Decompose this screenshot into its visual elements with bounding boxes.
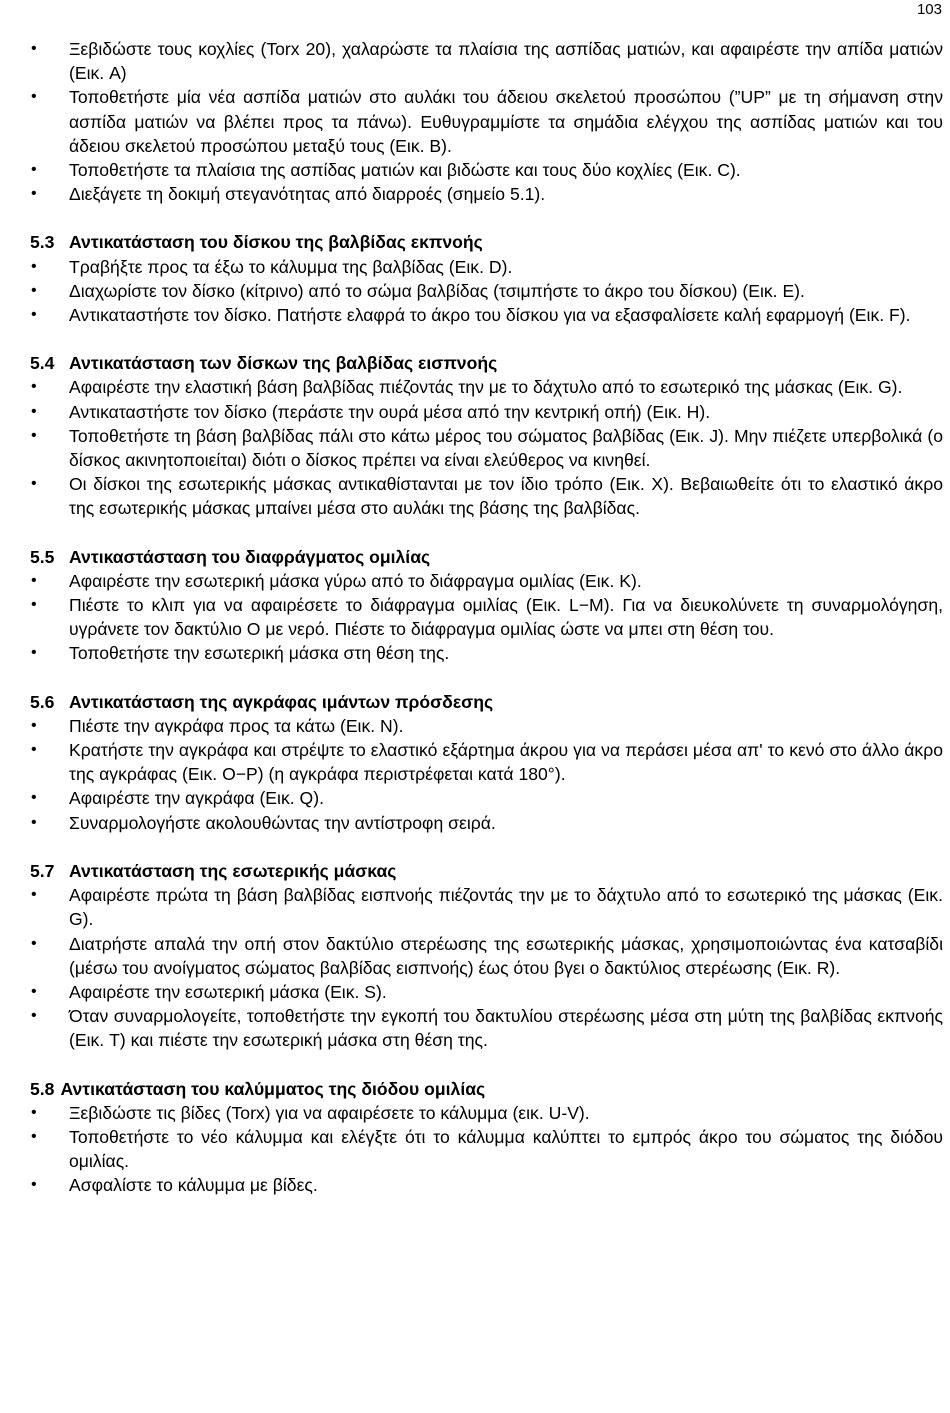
list-item: • Οι δίσκοι της εσωτερικής μάσκας αντικαθίστανται με τον ίδιο τρόπο (Εικ. X). Βεβαιωθείτε ότι το ελαστικό άκρο της εσωτερικής μάσκας μπαίνει μέσα στο αυλάκι της βάσης της βαλβίδας.	[31, 474, 943, 519]
bullet-icon: •	[31, 281, 37, 299]
section-5-7	[30, 859, 943, 1053]
bullet-icon: •	[31, 789, 37, 807]
list-item: • Διαχωρίστε τον δίσκο (κίτρινο) από το σώμα βαλβίδας (τσιμπήστε το άκρο του δίσκου) (Εικ. E).	[30, 279, 943, 303]
section-title: Αντικατάσταση της εσωτερικής μάσκας	[69, 860, 397, 881]
bullet-icon: •	[31, 1176, 37, 1194]
list-item: • Τοποθετήστε τα πλαίσια της ασπίδας ματιών και βιδώστε και τους δύο κοχλίες (Εικ. C).	[30, 158, 943, 182]
section-5-4	[30, 351, 943, 520]
section-5-5	[30, 545, 943, 666]
list-item: • Αφαιρέστε την εσωτερική μάσκα (Εικ. S).	[30, 980, 943, 1004]
bullet-icon: •	[31, 1103, 37, 1121]
list-item: • Αφαιρέστε την αγκράφα (Εικ. Q).	[30, 786, 943, 810]
list-item: • Κρατήστε την αγκράφα και στρέψτε το ελαστικό εξάρτημα άκρου για να περάσει μέσα απ' το κενό στο άλλο άκρο της αγκράφας (Εικ. O−P) (η αγκράφα περιστρέφεται κατά 180°).	[31, 740, 943, 785]
bullet-icon: •	[31, 886, 37, 904]
bullet-icon: •	[31, 1127, 37, 1145]
list-item: • Ξεβιδώστε τις βίδες (Torx) για να αφαιρέσετε το κάλυμμα (εικ. U-V).	[30, 1101, 943, 1125]
bullet-icon: •	[31, 716, 37, 734]
bullet-icon: •	[31, 88, 37, 106]
bullet-icon: •	[31, 644, 37, 662]
section-number: 5.8	[30, 1078, 55, 1099]
bullet-icon: •	[31, 982, 37, 1000]
section-number: 5.7	[30, 860, 55, 881]
list-item: • Αφαιρέστε πρώτα τη βάση βαλβίδας εισπνοής πιέζοντάς την με το δάχτυλο από το εσωτερικό της μάσκας (Εικ. G).	[31, 885, 943, 930]
section-heading	[30, 351, 943, 375]
list-item: • Αφαιρέστε την ελαστική βάση βαλβίδας πιέζοντάς την με το δάχτυλο από το εσωτερικό της μάσκας (Εικ. G).	[30, 375, 943, 399]
list-item: • Τοποθετήστε τη βάση βαλβίδας πάλι στο κάτω μέρος του σώματος βαλβίδας (Εικ. J). Μην πιέζετε υπερβολικά (ο δίσκος ακινητοποιείται) διότι ο δίσκος πρέπει να είναι ελεύθερος να κινηθεί.	[31, 425, 943, 471]
list-item: • Αφαιρέστε την εσωτερική μάσκα γύρω από το διάφραγμα ομιλίας (Εικ. K).	[30, 569, 943, 593]
section-title: Αντικατάσταση των δίσκων της βαλβίδας εισπνοής	[69, 353, 498, 374]
bullet-icon: •	[31, 813, 37, 831]
section-title: Αντικαστάσταση του διαφράγματος ομιλίας	[69, 546, 431, 567]
section-heading	[30, 1077, 943, 1101]
bullet-icon: •	[31, 741, 37, 759]
list-item: • Πιέστε την αγκράφα προς τα κάτω (Εικ. N).	[30, 714, 943, 738]
section-list	[30, 375, 943, 520]
section-list	[30, 714, 943, 835]
section-list	[30, 255, 943, 328]
section-title: Αντικατάσταση της αγκράφας ιμάντων πρόσδεσης	[69, 691, 494, 712]
section-heading	[30, 230, 943, 254]
list-item: • Τραβήξτε προς τα έξω το κάλυμμα της βαλβίδας (Εικ. D).	[30, 255, 943, 279]
bullet-icon: •	[31, 426, 37, 444]
section-5-3	[30, 230, 943, 327]
list-item: • Αντικαταστήστε τον δίσκο. Πατήστε ελαφρά το άκρο του δίσκου για να εξασφαλίσετε καλή εφαρμογή (Εικ. F).	[30, 303, 943, 327]
list-item: • Όταν συναρμολογείτε, τοποθετήστε την εγκοπή του δακτυλίου στερέωσης μέσα στη μύτη της βαλβίδας εκπνοής (Εικ. T) και πιέστε την εσωτερική μάσκα στη θέση της.	[31, 1006, 943, 1051]
bullet-icon: •	[31, 378, 37, 396]
list-item: • Ξεβιδώστε τους κοχλίες (Torx 20), χαλαρώστε τα πλαίσια της ασπίδας ματιών, και αφαιρέστε την απίδα ματιών (Εικ. A)	[31, 39, 943, 84]
section-heading	[30, 859, 943, 883]
list-item: • Τοποθετήστε το νέο κάλυμμα και ελέγξτε ότι το κάλυμμα καλύπτει το εμπρός άκρο του σώματος της διόδου ομιλίας.	[31, 1126, 943, 1172]
section-list	[30, 1101, 943, 1198]
bullet-icon: •	[31, 934, 37, 952]
bullet-icon: •	[31, 475, 37, 493]
page-number: 103	[916, 1, 942, 18]
bullet-icon: •	[31, 40, 37, 57]
bullet-icon: •	[31, 571, 37, 589]
section-list	[30, 883, 943, 1052]
section-number: 5.3	[30, 232, 55, 253]
section-number: 5.4	[30, 353, 55, 374]
section-title: Αντικατάσταση του δίσκου της βαλβίδας εκπνοής	[69, 232, 483, 253]
list-item: • Διατρήστε απαλά την οπή στον δακτύλιο στερέωσης της εσωτερικής μάσκας, χρησιμοποιώντας ένα κατσαβίδι (μέσω του ανοίγματος σώματος βαλβίδας εισπνοής) έως ότου βγει ο δακτύλιος στερέωσης (Εικ. R).	[31, 933, 943, 978]
list-item: • Τοποθετήστε μία νέα ασπίδα ματιών στο αυλάκι του άδειου σκελετού προσώπου (”UP” με τη σήμανση στην ασπίδα ματιών να βλέπει προς τα πάνω). Ευθυγραμμίστε τα σημάδια ελέγχου της ασπίδας ματιών και του άδειου σκελετού προσώπου μεταξύ τους (Εικ. B).	[31, 87, 943, 156]
list-item: • Διεξάγετε τη δοκιμή στεγανότητας από διαρροές (σημείο 5.1).	[30, 182, 943, 206]
section-heading	[30, 545, 943, 569]
bullet-icon: •	[31, 257, 37, 275]
section-title: Αντικατάσταση του καλύμματος της διόδου ομιλίας	[60, 1078, 486, 1099]
list-item: • Ασφαλίστε το κάλυμμα με βίδες.	[30, 1173, 943, 1197]
list-item: • Αντικαταστήστε τον δίσκο (περάστε την ουρά μέσα από την κεντρική οπή) (Εικ. H).	[30, 400, 943, 424]
bullet-icon: •	[31, 1007, 37, 1025]
bullet-icon: •	[31, 596, 37, 614]
document-body	[30, 37, 943, 1198]
list-item: • Πιέστε το κλιπ για να αφαιρέσετε το διάφραγμα ομιλίας (Εικ. L−M). Για να διευκολύνετε τη συναρμολόγηση, υγράνετε τον δακτύλιο O με νερό. Πιέστε το διάφραγμα ομιλίας ώστε να μπει στη θέση του.	[31, 595, 943, 640]
list-item: • Συναρμολογήστε ακολουθώντας την αντίστροφη σειρά.	[30, 811, 943, 835]
list-item: • Τοποθετήστε την εσωτερική μάσκα στη θέση της.	[30, 641, 943, 665]
bullet-icon: •	[31, 185, 37, 203]
section-list	[30, 569, 943, 666]
section-number: 5.5	[30, 546, 55, 567]
bullet-icon: •	[31, 306, 37, 324]
section-number: 5.6	[30, 691, 55, 712]
intro-list	[30, 37, 943, 206]
section-5-8	[30, 1077, 943, 1198]
bullet-icon: •	[31, 402, 37, 420]
bullet-icon: •	[31, 161, 37, 179]
section-5-6	[30, 690, 943, 835]
section-heading	[30, 690, 943, 714]
